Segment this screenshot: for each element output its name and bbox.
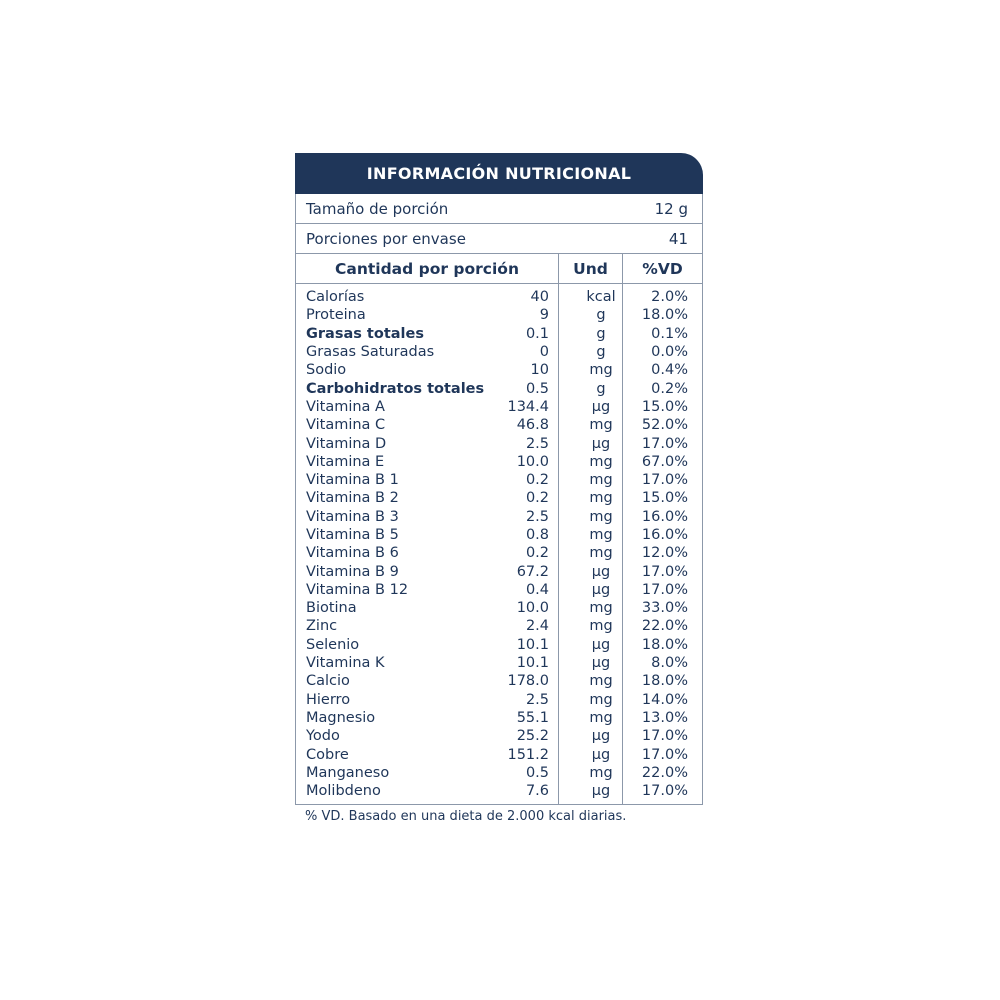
- nutrient-unit: µg: [591, 398, 611, 415]
- nutrient-amount: 178.0: [507, 673, 549, 690]
- nutrient-row: [296, 544, 702, 562]
- column-divider: [622, 284, 623, 804]
- nutrient-dv: 0.2%: [651, 380, 688, 397]
- nutrient-amount: 151.2: [507, 746, 549, 763]
- nutrient-amount: 10.0: [516, 453, 549, 470]
- nutrient-dv: 18.0%: [641, 636, 688, 653]
- nutrient-row: [296, 416, 702, 434]
- nutrient-amount: 0.1: [525, 325, 549, 342]
- nutrient-unit: g: [596, 325, 606, 342]
- nutrient-row: [296, 489, 702, 507]
- nutrient-dv: 8.0%: [651, 655, 688, 672]
- servings-per-container-value: 41: [668, 229, 688, 248]
- nutrient-unit: mg: [589, 764, 613, 781]
- nutrient-amount: 134.4: [507, 398, 549, 415]
- nutrient-unit: µg: [591, 636, 611, 653]
- nutrient-row: [296, 434, 702, 452]
- nutrient-unit: µg: [591, 435, 611, 452]
- nutrient-unit: mg: [589, 545, 613, 562]
- nutrient-unit: mg: [589, 691, 613, 708]
- nutrient-row: [296, 654, 702, 672]
- nutrient-amount: 0: [539, 344, 549, 361]
- nutrient-table-body: [296, 284, 702, 804]
- nutrient-dv: 17.0%: [641, 746, 688, 763]
- nutrient-unit: mg: [589, 618, 613, 635]
- column-header-dv: %VD: [622, 254, 702, 283]
- nutrient-name: Magnesio: [306, 709, 376, 726]
- nutrient-unit: mg: [589, 600, 613, 617]
- nutrient-name: Vitamina B 2: [306, 490, 399, 507]
- servings-per-container-label: Porciones por envase: [306, 229, 466, 248]
- nutrient-row: [296, 343, 702, 361]
- nutrient-amount: 67.2: [516, 563, 549, 580]
- label-box: [295, 194, 703, 805]
- nutrient-row: [296, 453, 702, 471]
- nutrient-row: [296, 288, 702, 306]
- nutrient-dv: 13.0%: [641, 709, 688, 726]
- nutrient-unit: g: [596, 344, 606, 361]
- nutrient-name: Vitamina K: [306, 655, 385, 672]
- nutrient-unit: kcal: [586, 289, 616, 306]
- nutrient-name: Zinc: [306, 618, 338, 635]
- nutrient-name: Hierro: [306, 691, 351, 708]
- nutrient-unit: mg: [589, 362, 613, 379]
- column-header-row: [296, 254, 702, 284]
- nutrient-row: [296, 782, 702, 800]
- nutrient-row: [296, 617, 702, 635]
- nutrient-row: [296, 709, 702, 727]
- nutrient-dv: 0.1%: [651, 325, 688, 342]
- nutrient-unit: µg: [591, 783, 611, 800]
- nutrient-name: Vitamina B 6: [306, 545, 399, 562]
- nutrient-amount: 46.8: [516, 417, 549, 434]
- nutrient-amount: 40: [530, 289, 549, 306]
- nutrient-name: Vitamina B 1: [306, 472, 399, 489]
- nutrient-amount: 10.1: [516, 636, 549, 653]
- nutrient-amount: 0.4: [525, 581, 549, 598]
- nutrient-amount: 0.2: [525, 472, 549, 489]
- nutrient-dv: 17.0%: [641, 728, 688, 745]
- nutrient-unit: mg: [589, 472, 613, 489]
- nutrient-amount: 25.2: [516, 728, 549, 745]
- nutrient-row: [296, 599, 702, 617]
- nutrient-name: Grasas Saturadas: [306, 344, 435, 361]
- nutrient-amount: 55.1: [516, 709, 549, 726]
- nutrient-name: Cobre: [306, 746, 349, 763]
- nutrient-name: Vitamina B 3: [306, 508, 399, 525]
- nutrient-name: Vitamina C: [306, 417, 386, 434]
- serving-size-row: [296, 194, 702, 224]
- nutrient-amount: 10.1: [516, 655, 549, 672]
- nutrient-name: Calcio: [306, 673, 350, 690]
- nutrient-amount: 0.2: [525, 545, 549, 562]
- nutrient-name: Vitamina E: [306, 453, 385, 470]
- nutrient-unit: mg: [589, 709, 613, 726]
- nutrient-name: Vitamina B 5: [306, 527, 399, 543]
- nutrient-unit: mg: [589, 417, 613, 434]
- nutrient-row: [296, 764, 702, 782]
- nutrient-amount: 10.0: [516, 600, 549, 617]
- nutrient-row: [296, 306, 702, 324]
- nutrient-amount: 7.6: [525, 783, 549, 800]
- nutrient-dv: 17.0%: [641, 472, 688, 489]
- nutrient-row: [296, 361, 702, 379]
- nutrition-label: [295, 153, 703, 805]
- nutrient-amount: 0.5: [525, 380, 549, 397]
- nutrient-dv: 67.0%: [641, 453, 688, 470]
- nutrient-amount: 10: [530, 362, 549, 379]
- nutrient-name: Vitamina B 9: [306, 563, 399, 580]
- nutrient-amount: 0.5: [525, 764, 549, 781]
- nutrient-name: Yodo: [306, 728, 340, 745]
- nutrient-row: [296, 398, 702, 416]
- footnote: % VD. Basado en una dieta de 2.000 kcal diarias.: [305, 809, 627, 824]
- nutrient-dv: 16.0%: [641, 527, 688, 543]
- nutrient-row: [296, 471, 702, 489]
- nutrient-dv: 17.0%: [641, 563, 688, 580]
- nutrient-row: [296, 745, 702, 763]
- nutrient-row: [296, 672, 702, 690]
- nutrient-dv: 22.0%: [641, 764, 688, 781]
- nutrient-amount: 0.2: [525, 490, 549, 507]
- nutrient-unit: mg: [589, 527, 613, 543]
- nutrient-unit: mg: [589, 673, 613, 690]
- nutrient-name: Molibdeno: [306, 783, 381, 800]
- column-divider: [558, 284, 559, 804]
- nutrient-amount: 2.5: [525, 691, 549, 708]
- nutrient-dv: 0.4%: [651, 362, 688, 379]
- nutrient-unit: µg: [591, 563, 611, 580]
- nutrient-dv: 12.0%: [641, 545, 688, 562]
- nutrient-amount: 0.8: [525, 527, 549, 543]
- nutrient-unit: µg: [591, 655, 611, 672]
- nutrient-unit: µg: [591, 581, 611, 598]
- nutrient-dv: 33.0%: [641, 600, 688, 617]
- nutrient-dv: 52.0%: [641, 417, 688, 434]
- nutrient-row: [296, 325, 702, 343]
- column-header-unit: Und: [558, 254, 622, 283]
- nutrient-dv: 18.0%: [641, 307, 688, 324]
- nutrient-amount: 2.5: [525, 508, 549, 525]
- nutrient-row: [296, 727, 702, 745]
- nutrient-dv: 2.0%: [651, 289, 688, 306]
- nutrient-dv: 17.0%: [641, 435, 688, 452]
- nutrient-name: Vitamina A: [306, 398, 385, 415]
- nutrient-row: [296, 508, 702, 526]
- label-title: INFORMACIÓN NUTRICIONAL: [366, 164, 632, 183]
- nutrient-name: Manganeso: [306, 764, 390, 781]
- nutrient-row: [296, 581, 702, 599]
- nutrient-dv: 15.0%: [641, 398, 688, 415]
- nutrient-dv: 22.0%: [641, 618, 688, 635]
- nutrient-name: Carbohidratos totales: [306, 380, 485, 397]
- nutrient-dv: 17.0%: [641, 783, 688, 800]
- nutrient-dv: 15.0%: [641, 490, 688, 507]
- nutrient-unit: mg: [589, 490, 613, 507]
- nutrient-row: [296, 562, 702, 580]
- nutrient-name: Selenio: [306, 636, 360, 653]
- nutrient-row: [296, 691, 702, 709]
- column-header-amount: Cantidad por porción: [335, 259, 519, 278]
- nutrient-dv: 17.0%: [641, 581, 688, 598]
- nutrient-row: [296, 636, 702, 654]
- nutrient-unit: µg: [591, 728, 611, 745]
- nutrient-name: Calorías: [306, 289, 365, 306]
- nutrient-amount: 2.4: [525, 618, 549, 635]
- nutrient-unit: g: [596, 307, 606, 324]
- nutrient-unit: mg: [589, 508, 613, 525]
- serving-size-value: 12 g: [654, 199, 688, 218]
- nutrient-name: Vitamina D: [306, 435, 387, 452]
- nutrient-unit: g: [596, 380, 606, 397]
- nutrient-unit: µg: [591, 746, 611, 763]
- nutrient-name: Proteina: [306, 307, 366, 324]
- nutrient-dv: 18.0%: [641, 673, 688, 690]
- label-header: [295, 153, 703, 194]
- nutrient-dv: 14.0%: [641, 691, 688, 708]
- nutrient-dv: 16.0%: [641, 508, 688, 525]
- nutrient-name: Biotina: [306, 600, 357, 617]
- nutrient-unit: mg: [589, 453, 613, 470]
- nutrient-row: [296, 526, 702, 544]
- nutrient-amount: 9: [539, 307, 549, 324]
- nutrient-dv: 0.0%: [651, 344, 688, 361]
- nutrient-name: Sodio: [306, 362, 347, 379]
- servings-per-container-row: [296, 224, 702, 254]
- serving-size-label: Tamaño de porción: [306, 199, 449, 218]
- nutrient-amount: 2.5: [525, 435, 549, 452]
- nutrient-name: Grasas totales: [306, 325, 424, 342]
- nutrient-row: [296, 379, 702, 397]
- nutrient-name: Vitamina B 12: [306, 581, 409, 598]
